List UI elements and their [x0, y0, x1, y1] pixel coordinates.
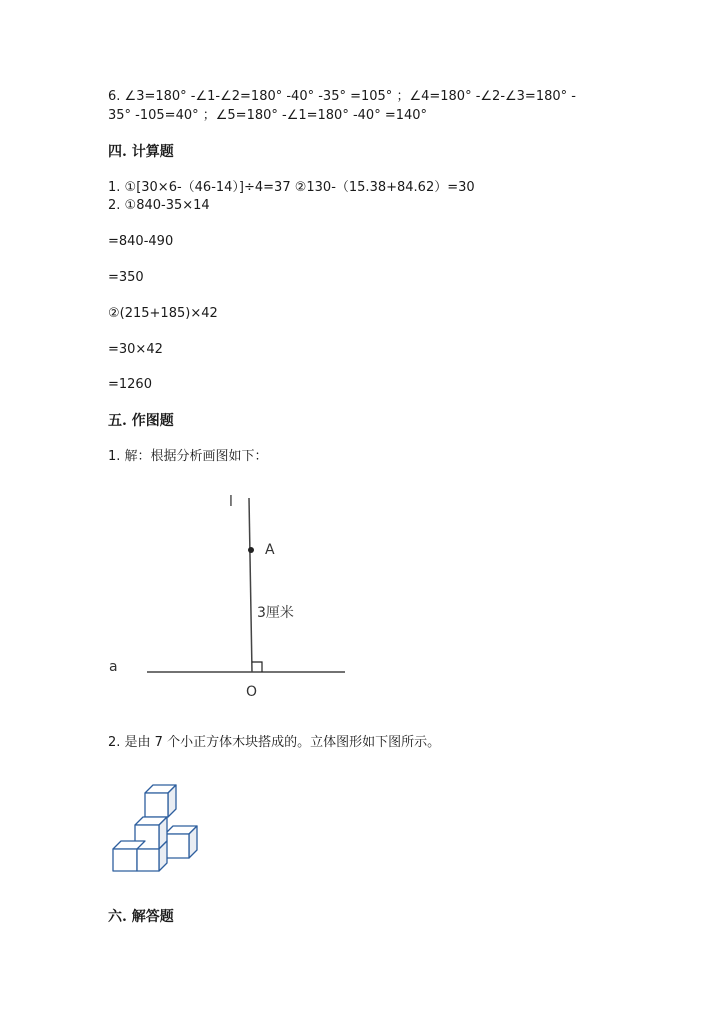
cube-figure — [100, 780, 220, 880]
right-angle-mark — [252, 662, 262, 672]
section-heading-calculation: 四. 计算题 — [108, 144, 174, 160]
answer-calc-q2-step1: =840-490 — [108, 234, 174, 249]
perpendicular-diagram — [0, 480, 720, 710]
answer-calc-q2b-expression: ②(215+185)×42 — [108, 306, 218, 321]
answer-calc-q2b-step1: =30×42 — [108, 342, 163, 357]
section-heading-solutions: 六. 解答题 — [108, 909, 174, 925]
answer-draw-q2-text: 2. 是由 7 个小正方体木块搭成的。立体图形如下图所示。 — [108, 735, 441, 750]
answer-draw-q1-text: 1. 解：根据分析画图如下： — [108, 449, 268, 464]
label-distance: 3厘米 — [257, 605, 294, 621]
cube-top — [145, 785, 176, 817]
answer-calc-q2-step2: =350 — [108, 270, 144, 285]
answer-calc-q2b-step2: =1260 — [108, 377, 152, 392]
answer-q6-line1: 6. ∠3=180° -∠1-∠2=180° -40° -35° =105° ；∠4=180° -∠2-∠3=180° - — [108, 89, 576, 104]
point-A — [248, 547, 254, 553]
answer-calc-q2-expression: 2. ①840-35×14 — [108, 198, 210, 213]
label-O: O — [246, 684, 258, 700]
line-l — [249, 498, 252, 672]
cube-right-back — [165, 826, 197, 858]
section-heading-drawing: 五. 作图题 — [108, 413, 174, 429]
answer-q6-line2: 35° -105=40° ；∠5=180° -∠1=180° -40° =140° — [108, 108, 428, 123]
label-A: A — [265, 542, 275, 558]
answer-calc-q1: 1. ①[30×6-（46-14）]÷4=37 ②130-（15.38+84.62）=30 — [108, 180, 475, 195]
label-l: l — [229, 494, 233, 510]
label-a: a — [109, 659, 118, 675]
